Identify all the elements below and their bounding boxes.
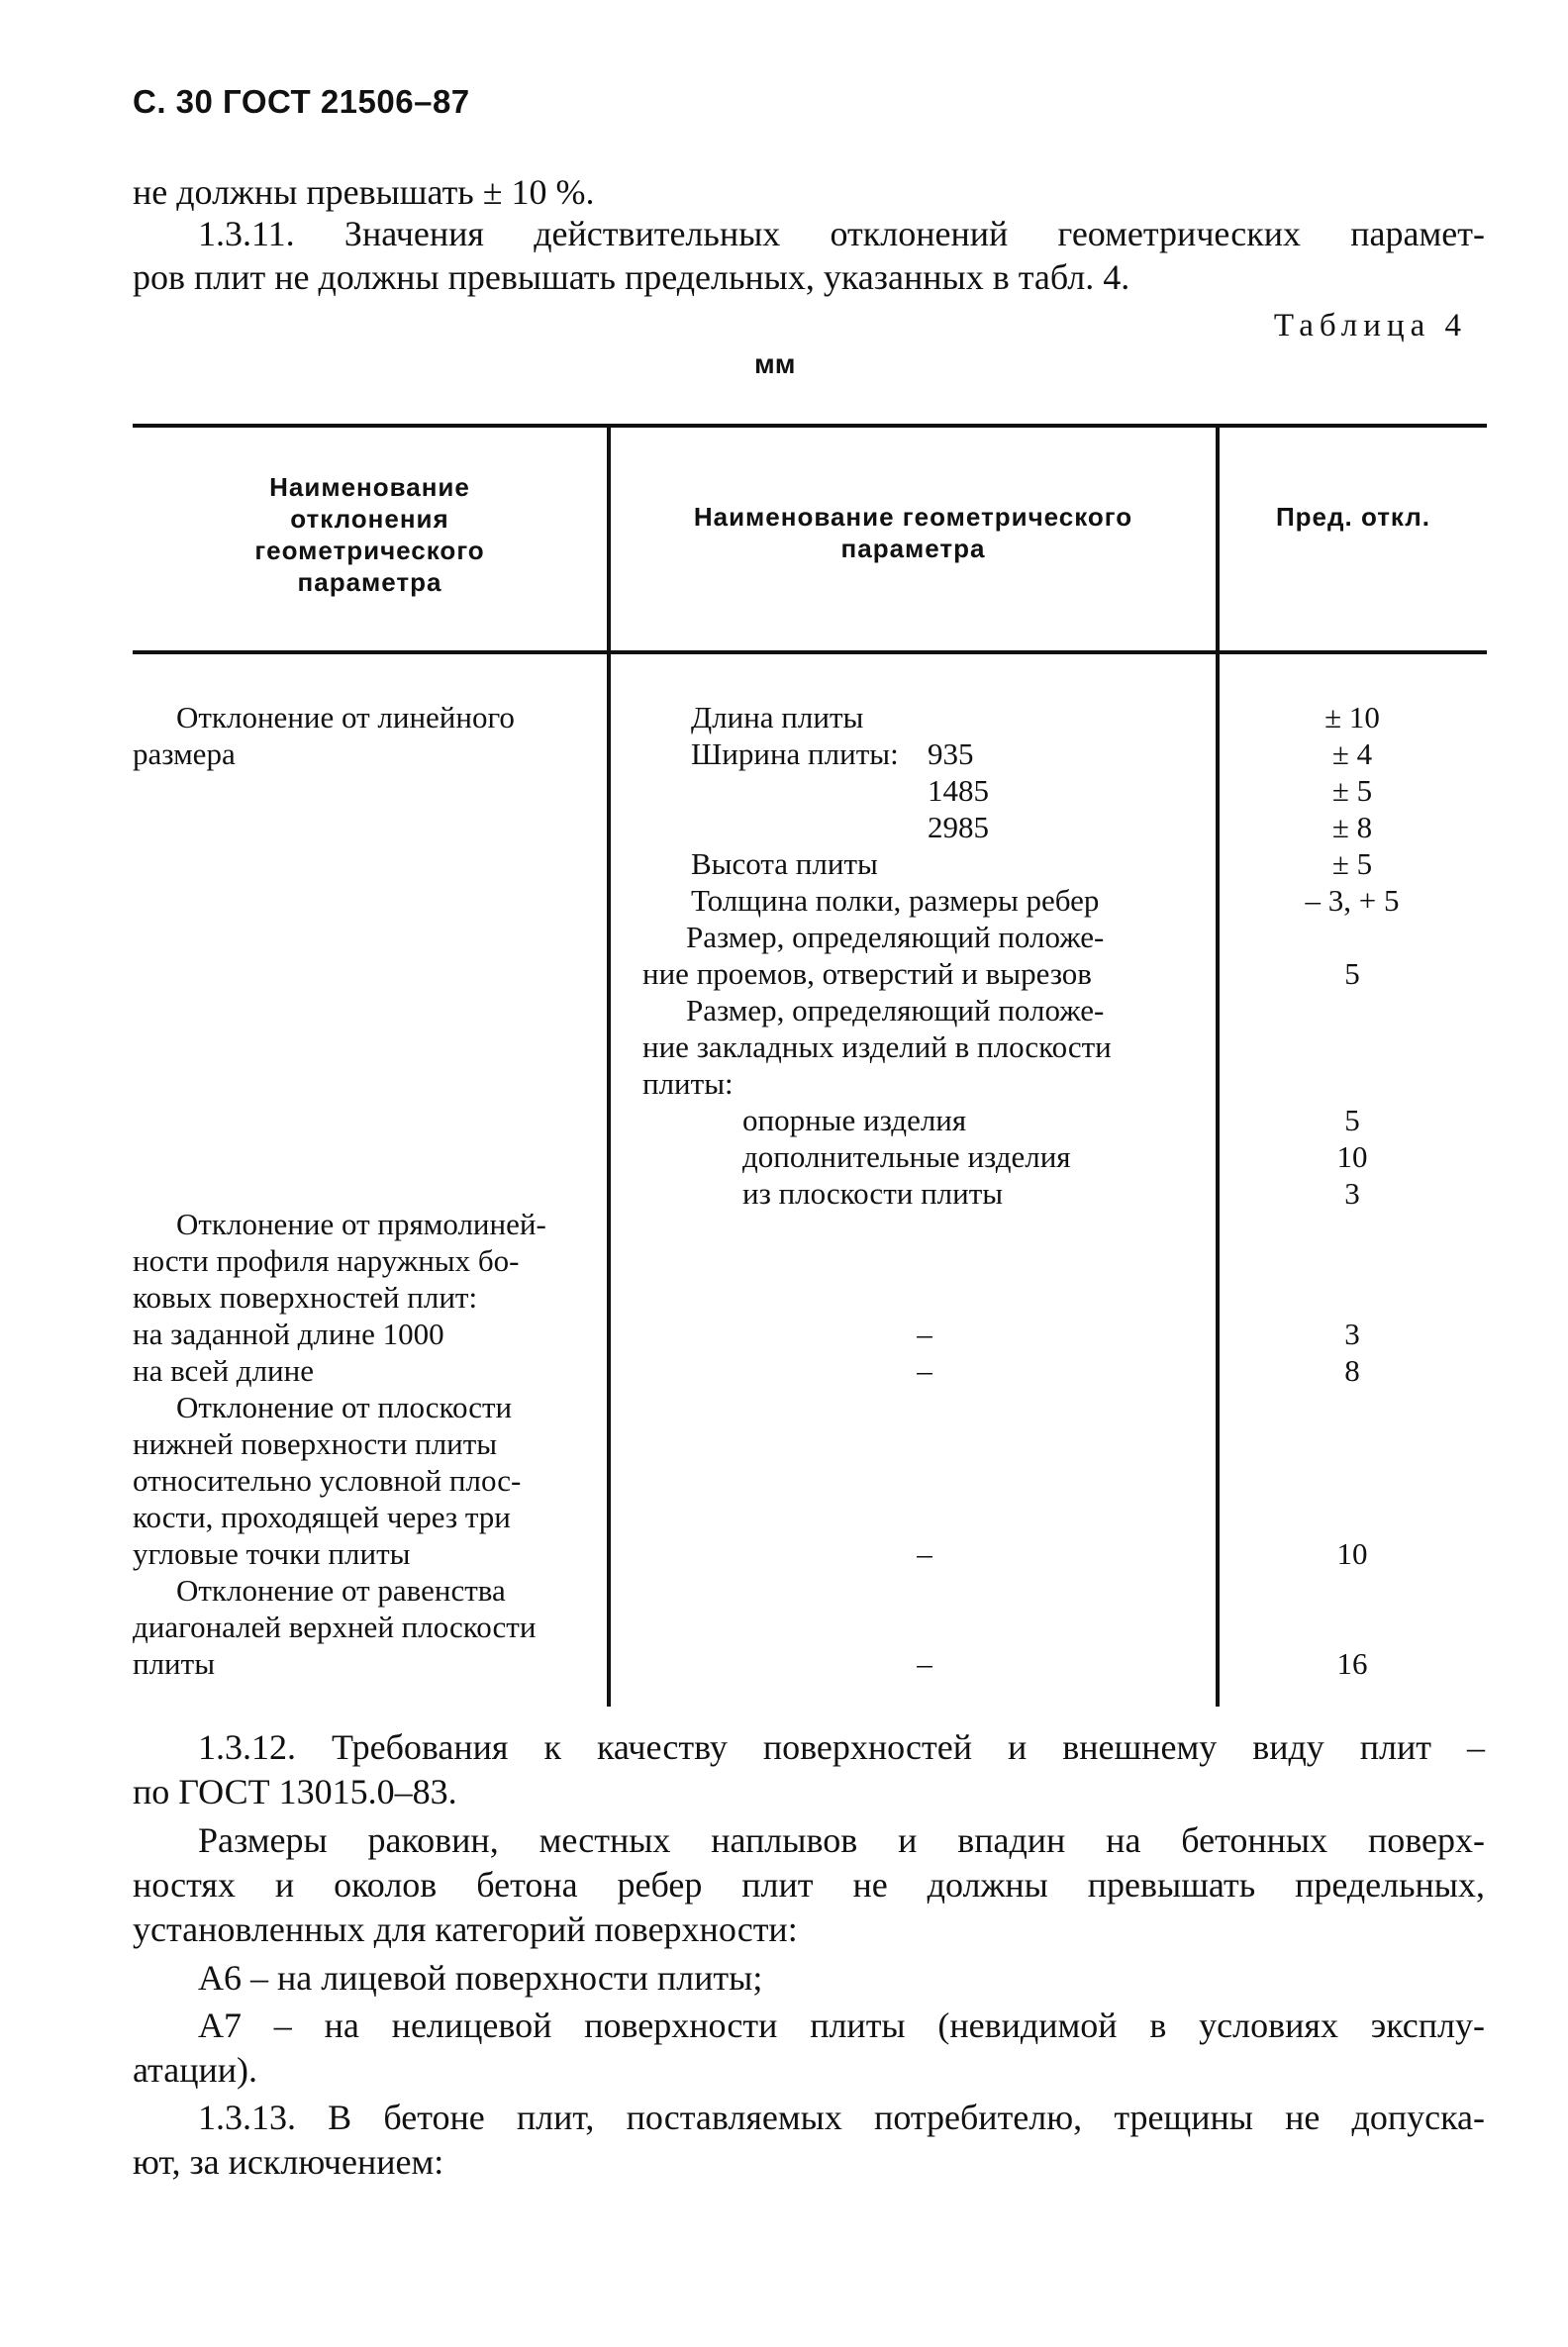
header-cell-tolerance: Пред. откл.: [1275, 502, 1431, 532]
paragraph-cavities-line-1: Размеры раковин, местных наплывов и впадин на бетонных поверх-: [198, 1820, 1485, 1860]
tolerance-value: ± 5: [1331, 773, 1373, 808]
parameter-dash: –: [917, 1317, 932, 1351]
paragraph-1-3-11-line-2: ров плит не должны превышать предельных, указанных в табл. 4.: [133, 257, 1130, 297]
tolerance-value: 16: [1336, 1646, 1368, 1681]
table-units: мм: [754, 348, 796, 379]
tolerance-value: ± 8: [1331, 810, 1373, 844]
paragraph-1-3-12-line-1: 1.3.12. Требования к качеству поверхностей и внешнему виду плит –: [198, 1727, 1485, 1767]
header-cell-deviation-name: Наименование отклонения геометрического параметра: [254, 472, 485, 597]
tolerance-value: 8: [1344, 1353, 1360, 1388]
column-divider-2-header: [1216, 426, 1220, 650]
paragraph-1-3-13-line-2: ют, за исключением:: [133, 2142, 444, 2182]
parameter-width-2985: 2985: [928, 810, 989, 844]
paragraph-a6: А6 – на лицевой поверхности плиты;: [198, 1958, 763, 1998]
parameter-slab-width: Ширина плиты:: [691, 736, 899, 771]
parameter-embedded-line-3: плиты:: [642, 1066, 734, 1101]
deviation-diagonals-line-3: плиты: [133, 1646, 216, 1681]
parameter-width-1485: 1485: [928, 773, 989, 808]
parameter-flange-thickness: Толщина полки, размеры ребер: [691, 883, 1100, 918]
tolerance-value: 3: [1344, 1176, 1360, 1211]
tolerance-value: 10: [1336, 1536, 1368, 1571]
paragraph-1-3-11-line-1: 1.3.11. Значения действительных отклонений геометрических парамет-: [198, 214, 1485, 253]
parameter-dash: –: [917, 1353, 932, 1388]
parameter-dash: –: [917, 1646, 932, 1681]
tolerance-value: 3: [1344, 1317, 1360, 1351]
parameter-slab-height: Высота плиты: [691, 846, 878, 881]
deviation-straightness-length-1000: на заданной длине 1000: [133, 1317, 444, 1351]
tolerance-value: ± 5: [1331, 846, 1373, 881]
page-header: С. 30 ГОСТ 21506–87: [133, 83, 470, 120]
parameter-additional-items: дополнительные изделия: [742, 1139, 1071, 1174]
deviation-flatness-line-3: относительно условной плос-: [133, 1463, 522, 1498]
tolerance-value: 5: [1344, 956, 1360, 991]
paragraph-1-3-13-line-1: 1.3.13. В бетоне плит, поставляемых потребителю, трещины не допуска-: [198, 2098, 1485, 2137]
deviation-flatness-line-5: угловые точки плиты: [133, 1536, 411, 1571]
parameter-out-of-plane: из плоскости плиты: [742, 1176, 1004, 1211]
deviation-flatness-line-1: Отклонение от плоскости: [176, 1390, 513, 1424]
parameter-support-items: опорные изделия: [742, 1103, 967, 1137]
paragraph-a7-line-2: атации).: [133, 2050, 257, 2090]
parameter-slab-length: Длина плиты: [691, 700, 864, 734]
tolerance-value: ± 10: [1324, 700, 1380, 734]
table-header-rule: [133, 650, 1487, 654]
deviation-flatness-line-2: нижней поверхности плиты: [133, 1426, 498, 1461]
tolerance-value: ± 4: [1331, 736, 1373, 771]
deviation-linear-line-2: размера: [133, 736, 236, 771]
deviation-straightness-line-3: ковых поверхностей плит:: [133, 1280, 478, 1315]
tolerance-value: 5: [1344, 1103, 1360, 1137]
deviation-straightness-line-1: Отклонение от прямолиней-: [176, 1207, 546, 1241]
intro-line: не должны превышать ± 10 %.: [133, 172, 595, 212]
deviation-flatness-line-4: кости, проходящей через три: [133, 1500, 511, 1534]
parameter-dash: –: [917, 1536, 932, 1571]
parameter-openings-line-1: Размер, определяющий положе-: [686, 920, 1105, 954]
deviation-diagonals-line-1: Отклонение от равенства: [176, 1573, 506, 1608]
paragraph-cavities-line-2: ностях и околов бетона ребер плит не должны превышать предельных,: [133, 1865, 1485, 1905]
parameter-openings-line-2: ние проемов, отверстий и вырезов: [642, 956, 1092, 991]
paragraph-1-3-12-line-2: по ГОСТ 13015.0–83.: [133, 1772, 457, 1811]
tolerance-value: – 3, + 5: [1305, 883, 1400, 918]
parameter-embedded-line-1: Размер, определяющий положе-: [686, 993, 1105, 1027]
header-cell-parameter-name: Наименование геометрического параметра: [693, 502, 1133, 563]
column-divider-2: [1216, 653, 1220, 1707]
column-divider-1: [607, 653, 611, 1707]
paragraph-cavities-line-3: установленных для категорий поверхности:: [133, 1909, 798, 1949]
parameter-embedded-line-2: ние закладных изделий в плоскости: [642, 1029, 1112, 1064]
parameter-width-935: 935: [928, 736, 974, 771]
tolerance-value: 10: [1336, 1139, 1368, 1174]
deviation-straightness-line-2: ности профиля наружных бо-: [133, 1243, 520, 1278]
deviation-linear-line-1: Отклонение от линейного: [176, 700, 515, 734]
paragraph-a7-line-1: А7 – на нелицевой поверхности плиты (невидимой в условиях эксплу-: [198, 2005, 1485, 2045]
deviation-diagonals-line-2: диагоналей верхней плоскости: [133, 1610, 537, 1644]
table-label: Таблица 4: [1273, 308, 1467, 343]
deviation-straightness-full-length: на всей длине: [133, 1353, 314, 1388]
table-top-rule: [133, 424, 1487, 428]
